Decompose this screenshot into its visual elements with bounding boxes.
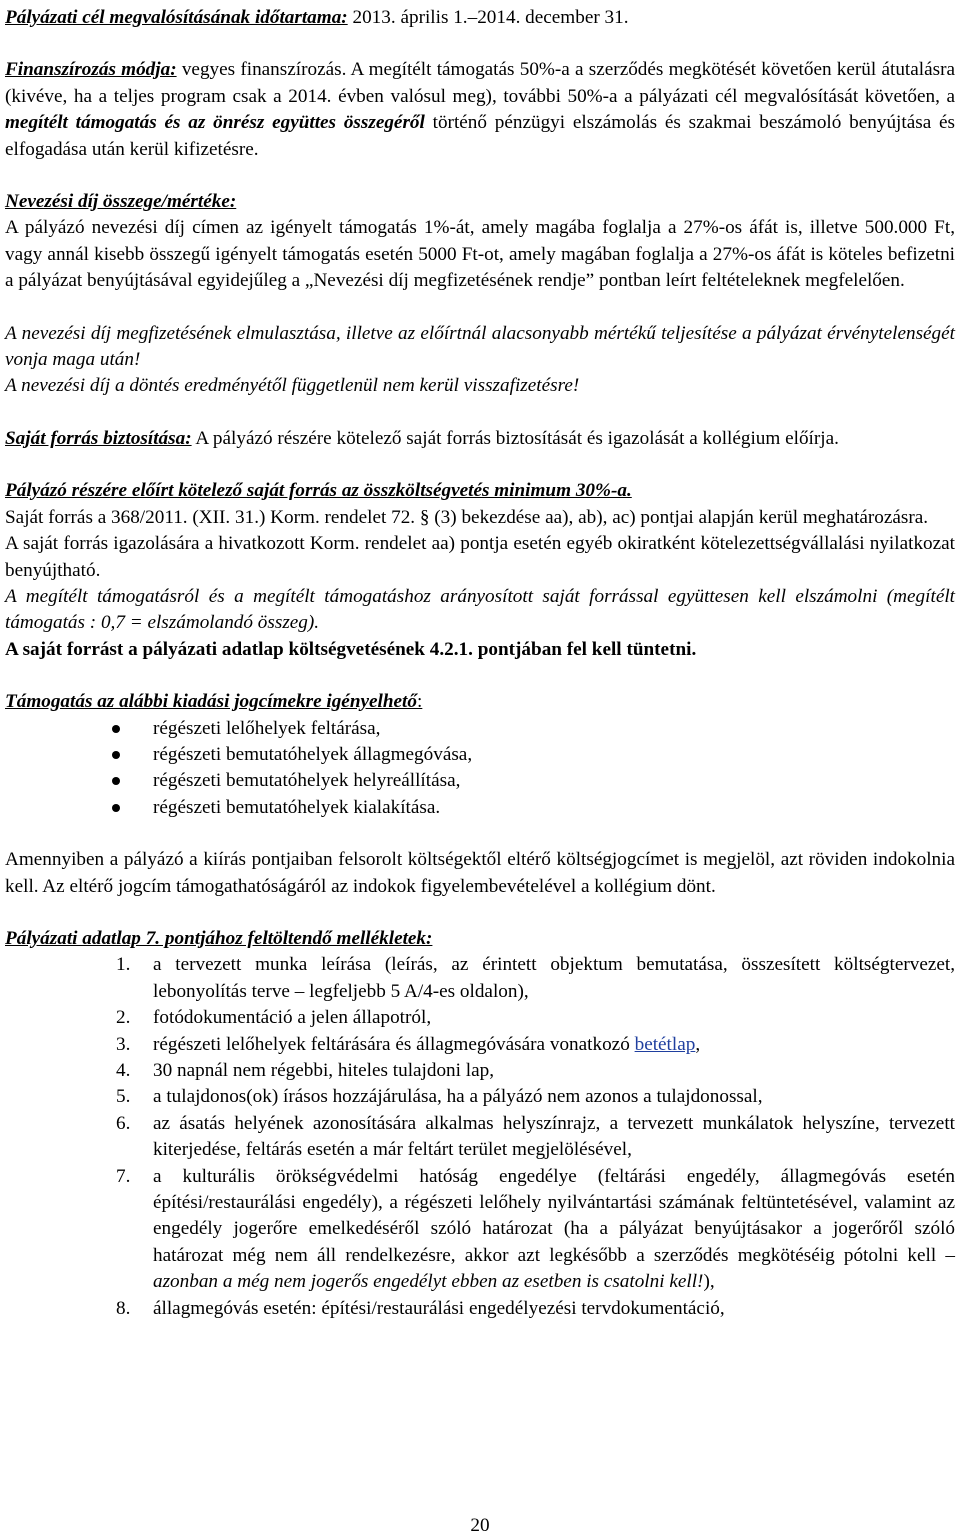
fee-warning-1: A nevezési díj megfizetésének elmulasztása, illetve az előírtnál alacsonyabb mértékű teljesítése a pályázat érvénytelenségét vonja maga után! [5, 322, 955, 371]
support-heading [5, 689, 955, 715]
fee-label: Nevezési díj összege/mértéke: [5, 191, 237, 213]
own-source-p2: A saját forrás igazolására a hivatkozott Korm. rendelet aa) pontja esetén egyéb okiratként kötelezettségvállalási nyilatkozat benyújtható. [5, 533, 955, 581]
own-source-heading: Pályázó részére előírt kötelező saját forrás az összköltségvetés minimum 30%-a. [5, 480, 632, 502]
list-item: régészeti bemutatóhelyek kialakítása. [5, 795, 955, 821]
page-number: 20 [470, 1515, 490, 1536]
support-note: Amennyiben a pályázó a kiírás pontjaiban felsorolt költségektől eltérő költségjogcímet is megjelöl, azt röviden indokolnia kell. Az eltérő jogcím támogathatóságáról az indokok figyelembevételével a kollégium dönt. [5, 849, 955, 897]
list-item: 5. a tulajdonos(ok) írásos hozzájárulása, ha a pályázó nem azonos a tulajdonossal, [116, 1086, 763, 1108]
own-source-text: A pályázó részére kötelező saját forrás biztosítását és igazolását a kollégium előírja. [191, 427, 839, 449]
duration-label: Pályázati cél megvalósításának időtartama: [5, 7, 348, 28]
own-source-p3: A megítélt támogatásról és a megítélt támogatáshoz arányosított saját forrással együttesen kell elszámolni (megítélt támogatás : 0,7 = elszámolandó összeg). [5, 585, 955, 634]
support-colon: : [416, 691, 423, 713]
list-item: 2. fotódokumentáció a jelen állapotról, [116, 1007, 432, 1029]
own-source-paragraph [5, 426, 955, 452]
list-item: régészeti lelőhelyek feltárása, [5, 716, 955, 742]
support-label: Támogatás az alábbi kiadási jogcímekre igényelhető [5, 691, 417, 713]
list-item: régészeti bemutatóhelyek állagmegóvása, [5, 742, 955, 768]
own-source-p1: Saját forrás a 368/2011. (XII. 31.) Korm. rendelet 72. § (3) bekezdése aa), ab), ac) pontjai alapján kerül meghatározásra. [5, 506, 929, 528]
financing-text-end: történő pénzügyi elszámolás és szakmai beszámoló benyújtása és elfogadása után kerül kifizetésre. [5, 112, 955, 160]
list-item: régészeti bemutatóhelyek helyreállítása, [5, 768, 955, 794]
own-source-p4: A saját forrást a pályázati adatlap költségvetésének 4.2.1. pontjában fel kell tüntetni. [5, 638, 697, 660]
betetlap-link[interactable]: betétlap [634, 1033, 696, 1055]
fee-warning-2: A nevezési díj a döntés eredményétől függetlenül nem kerül visszafizetésre! [5, 375, 580, 397]
own-source-label: Saját forrás biztosítása: [5, 427, 192, 449]
list-item: 6. az ásatás helyének azonosítására alkalmas helyszínrajz, a tervezett munkálatok helyszíne, tervezett kiterjedése, feltárás esetén a már feltárt terület megjelölésével, [116, 1112, 955, 1161]
financing-text: vegyes finanszírozás. A megítélt támogatás 50%-a a szerződés megkötését követően kerül átutalásra (kivéve, ha a teljes program csak a 2014. évben valósul meg), további 50%-a a pályázati cél megvalósítását követően, a [5, 59, 955, 107]
document-page [5, 0, 955, 1322]
duration-text: 2013. április 1.–2014. december 31. [347, 7, 629, 28]
financing-paragraph [5, 57, 955, 163]
financing-label: Finanszírozás módja: [5, 59, 177, 81]
list-item: 8. állagmegóvás esetén: építési/restaurálási engedélyezési tervdokumentáció, [116, 1297, 725, 1319]
list-item: 7. a kulturális örökségvédelmi hatóság engedélye (feltárási engedély, állagmegóvás esetén építési/restaurálási engedély), a régészeti lelőhely nyilvántartási számának feltüntetésével, valamint az engedély jogerőre emelkedéséről szóló határozat (ha a pályázat benyújtásakor a jogerőről szóló határozat még nem áll rendelkezésre, akkor azt legkésőbb a szerződés megkötéséig pótolni kell – azonban a még nem jogerős engedélyt ebben az esetben is csatolni kell!), [116, 1165, 955, 1293]
attachments-list [5, 952, 955, 1322]
attachments-heading: Pályázati adatlap 7. pontjához feltöltendő mellékletek: [5, 927, 433, 949]
fee-heading [5, 189, 955, 215]
list-item: 1. a tervezett munka leírása (leírás, az érintett objektum bemutatása, összesített költségtervezet, lebonyolítás terve – legfeljebb 5 A/4-es oldalon), [116, 954, 955, 1002]
support-list [5, 716, 955, 822]
fee-paragraph: A pályázó nevezési díj címen az igényelt támogatás 1%-át, amely magába foglalja a 27%-os áfát is, illetve 500.000 Ft, vagy annál kisebb összegű igényelt támogatás esetén 5000 Ft-ot, amely magában foglalja a 27%-os áfát is köteles befizetni a pályázat benyújtásával egyidejűleg a „Nevezési díj megfizetésének rendje” pontban leírt feltételeknek megfelelően. [5, 217, 955, 292]
financing-bold: megítélt támogatás és az önrész együttes összegéről [5, 112, 425, 134]
list-item: 3. régészeti lelőhelyek feltárására és állagmegóvására vonatkozó betétlap, [116, 1033, 701, 1055]
list-item: 4. 30 napnál nem régebbi, hiteles tulajdoni lap, [116, 1060, 495, 1081]
duration-paragraph [5, 5, 955, 31]
